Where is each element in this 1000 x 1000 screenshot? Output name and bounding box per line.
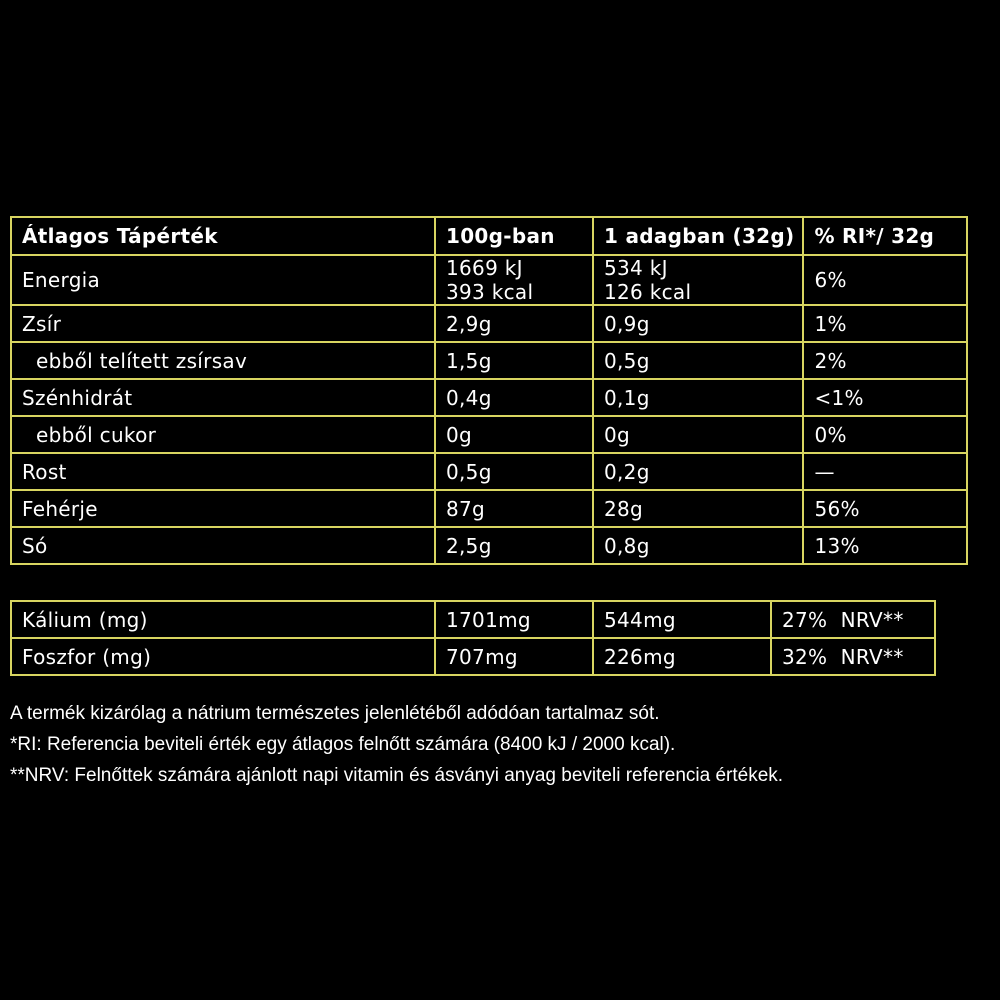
value-ri: 0% xyxy=(803,416,967,453)
value-nrv: 32% NRV** xyxy=(771,638,935,675)
value-ri: 1% xyxy=(803,305,967,342)
nutrient-name: Só xyxy=(11,527,435,564)
value-per-serving: 226mg xyxy=(593,638,771,675)
value-per-100g: 0,5g xyxy=(435,453,593,490)
nutrient-name: Szénhidrát xyxy=(11,379,435,416)
value-kcal: 126 kcal xyxy=(604,280,692,304)
value-per-serving: 0,9g xyxy=(593,305,803,342)
value-per-100g: 707mg xyxy=(435,638,593,675)
value-ri: <1% xyxy=(803,379,967,416)
value-per-100g: 2,9g xyxy=(435,305,593,342)
value-per-serving: 0,5g xyxy=(593,342,803,379)
value-per-100g: 0,4g xyxy=(435,379,593,416)
value-ri: 56% xyxy=(803,490,967,527)
value-ri: 2% xyxy=(803,342,967,379)
footnote-ri: *RI: Referencia beviteli érték egy átlagos felnőtt számára (8400 kJ / 2000 kcal). xyxy=(10,734,676,755)
nutrition-table xyxy=(10,216,968,565)
table-row xyxy=(11,527,967,564)
table-row xyxy=(11,255,967,305)
value-nrv: 27% NRV** xyxy=(771,601,935,638)
nutrient-name: Rost xyxy=(11,453,435,490)
footnotes xyxy=(10,698,783,791)
value-per-serving: 28g xyxy=(593,490,803,527)
nutrient-name: Fehérje xyxy=(11,490,435,527)
mineral-name: Kálium (mg) xyxy=(11,601,435,638)
header-nutrient: Átlagos Tápérték xyxy=(11,217,435,255)
footnote-nrv: **NRV: Felnőttek számára ajánlott napi vitamin és ásványi anyag beviteli referencia értékek. xyxy=(10,765,784,786)
table-header-row xyxy=(11,217,967,255)
value-per-100g: 1,5g xyxy=(435,342,593,379)
value-ri: — xyxy=(803,453,967,490)
value-per-100g: 0g xyxy=(435,416,593,453)
value-per-100g: 2,5g xyxy=(435,527,593,564)
header-ri: % RI*/ 32g xyxy=(803,217,967,255)
table-row xyxy=(11,342,967,379)
table-row xyxy=(11,490,967,527)
value-kcal: 393 kcal xyxy=(446,280,534,304)
table-row xyxy=(11,453,967,490)
value-per-100g: 87g xyxy=(435,490,593,527)
value-ri: 6% xyxy=(803,255,967,305)
nutrient-name: ebből cukor xyxy=(11,416,435,453)
value-ri: 13% xyxy=(803,527,967,564)
value-per-serving: 544mg xyxy=(593,601,771,638)
table-row xyxy=(11,638,935,675)
table-row xyxy=(11,416,967,453)
value-per-serving xyxy=(593,255,803,305)
value-per-100g xyxy=(435,255,593,305)
nutrient-name: Energia xyxy=(11,255,435,305)
value-per-serving: 0,8g xyxy=(593,527,803,564)
footnote-salt: A termék kizárólag a nátrium természetes jelenlétéből adódóan tartalmaz sót. xyxy=(10,703,660,724)
table-row xyxy=(11,379,967,416)
table-row xyxy=(11,601,935,638)
value-per-serving: 0g xyxy=(593,416,803,453)
nutrient-name: ebből telített zsírsav xyxy=(11,342,435,379)
header-per-serving: 1 adagban (32g) xyxy=(593,217,803,255)
header-per-100g: 100g-ban xyxy=(435,217,593,255)
mineral-name: Foszfor (mg) xyxy=(11,638,435,675)
value-kj: 1669 kJ xyxy=(446,256,523,280)
value-per-serving: 0,1g xyxy=(593,379,803,416)
value-per-100g: 1701mg xyxy=(435,601,593,638)
value-kj: 534 kJ xyxy=(604,256,668,280)
mineral-table xyxy=(10,600,936,676)
table-row xyxy=(11,305,967,342)
nutrient-name: Zsír xyxy=(11,305,435,342)
value-per-serving: 0,2g xyxy=(593,453,803,490)
